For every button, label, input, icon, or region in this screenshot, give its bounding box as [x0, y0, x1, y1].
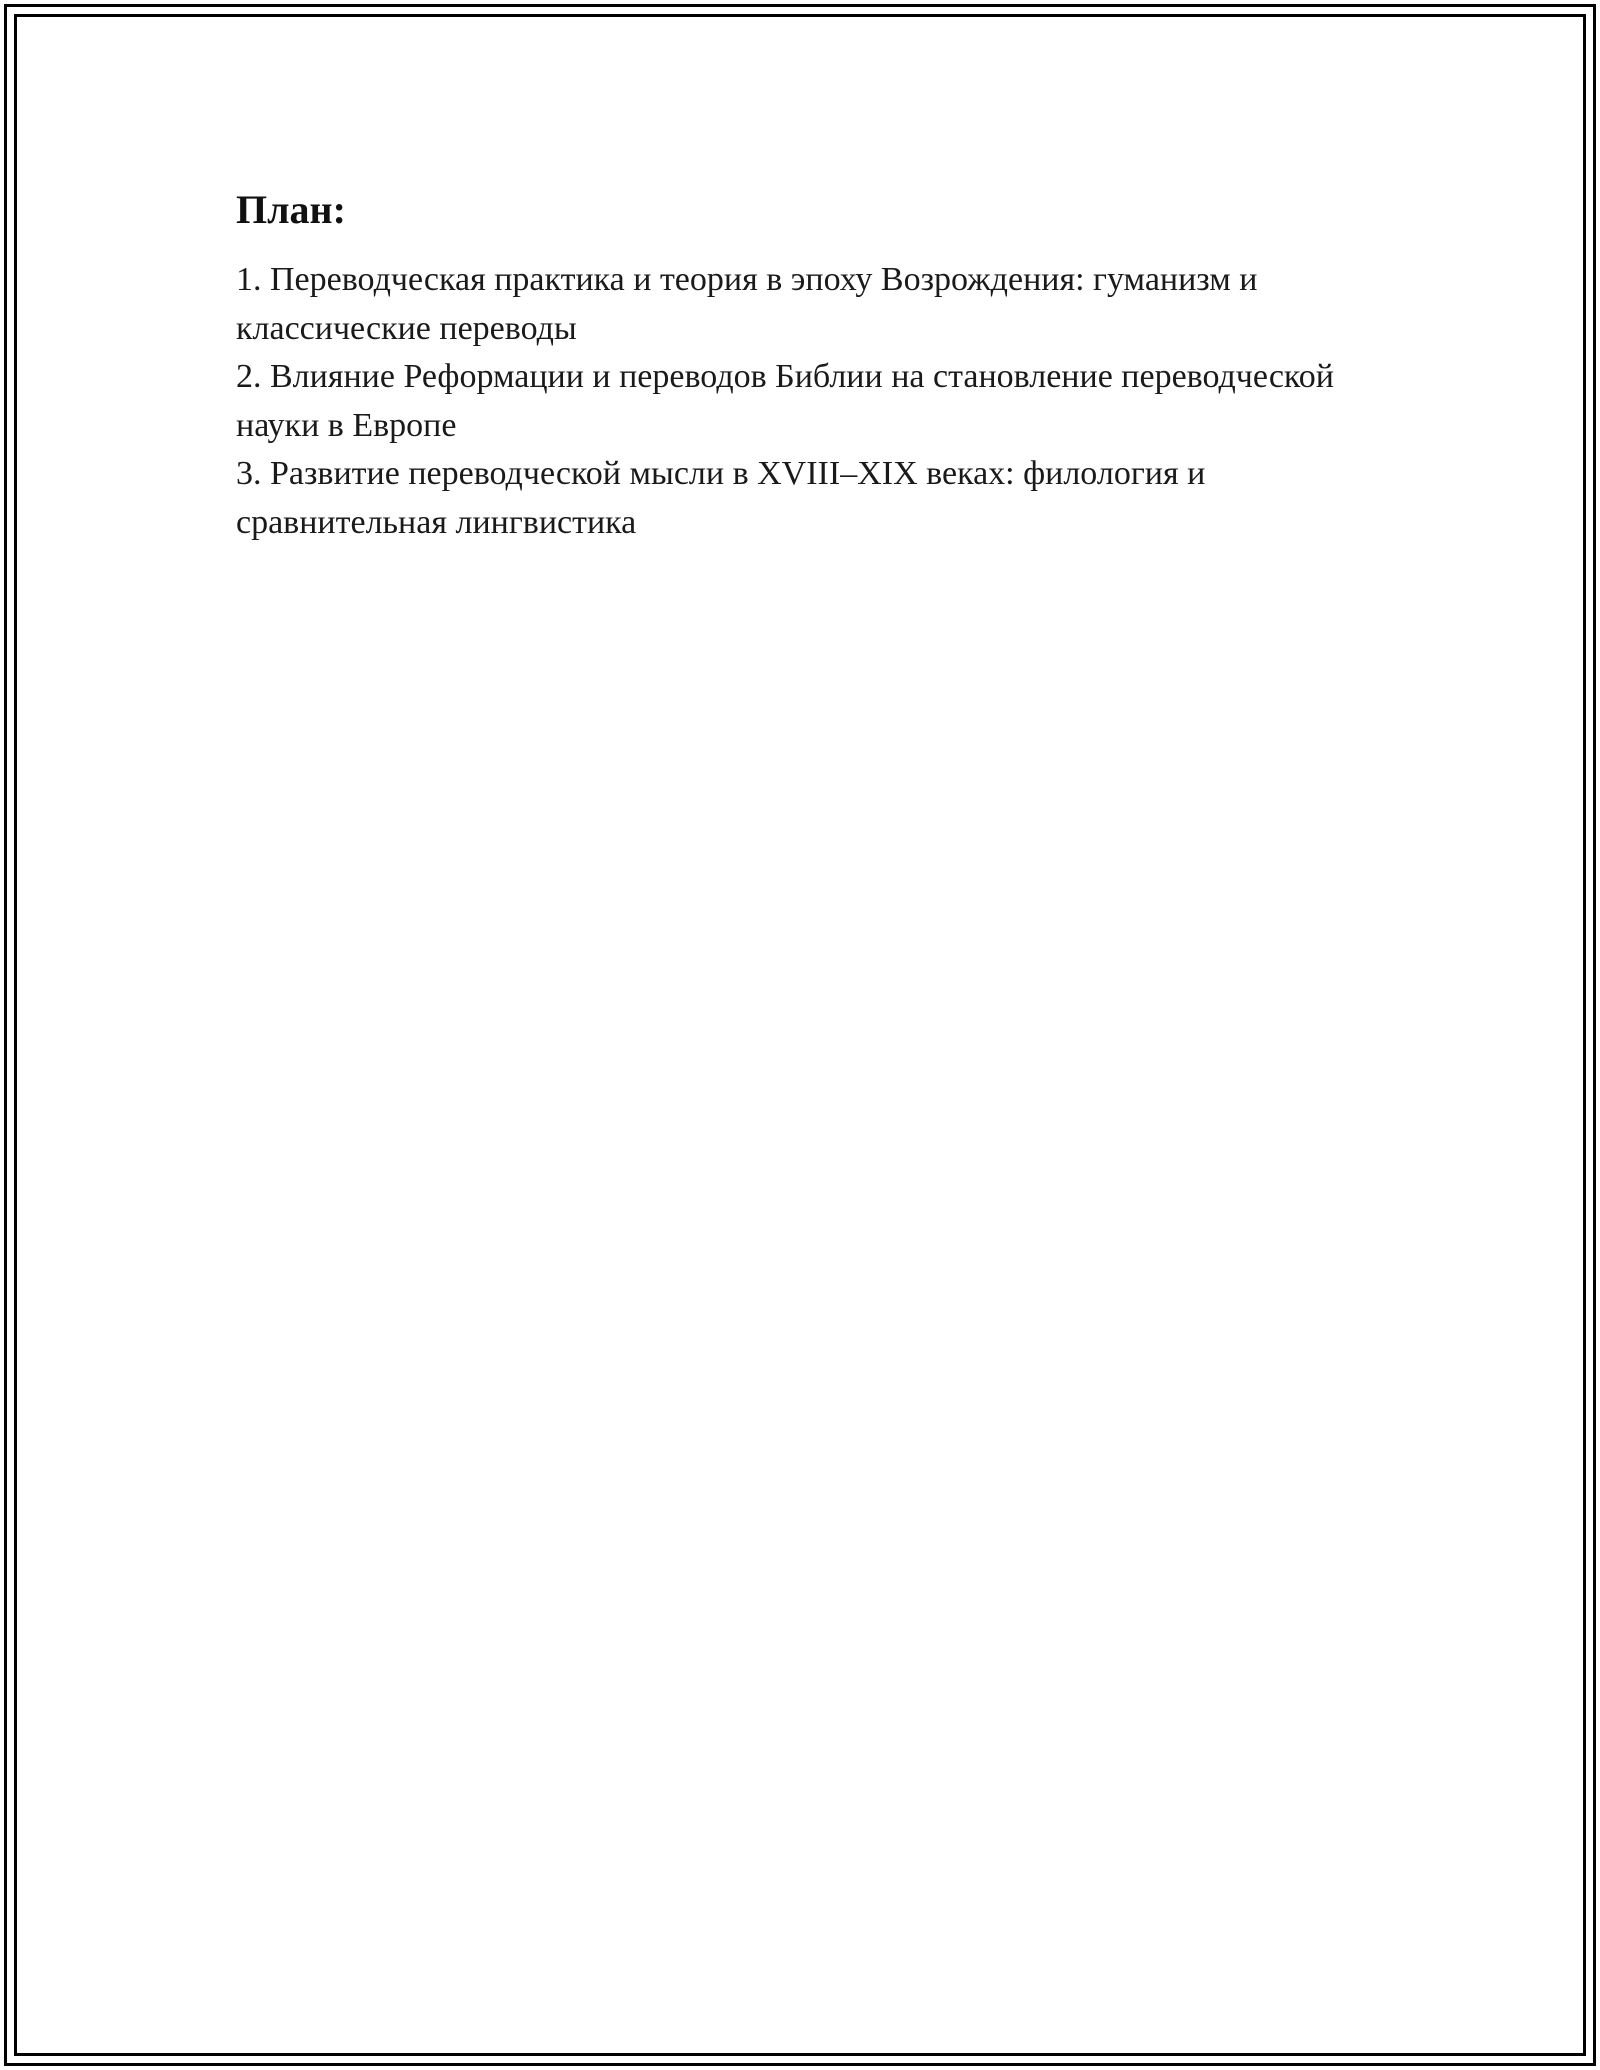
plan-heading: План: — [236, 187, 346, 232]
plan-list — [236, 256, 1416, 547]
plan-item-1: 1. Переводческая практика и теория в эпоху Возрождения: гуманизм и классические переводы — [236, 261, 1258, 347]
plan-item-2: 2. Влияние Реформации и переводов Библии на становление переводческой науки в Европе — [236, 358, 1334, 444]
plan-item-3: 3. Развитие переводческой мысли в XVIII–XIX веках: филология и сравнительная лингвистика — [236, 455, 1206, 541]
document-body — [236, 186, 1416, 547]
